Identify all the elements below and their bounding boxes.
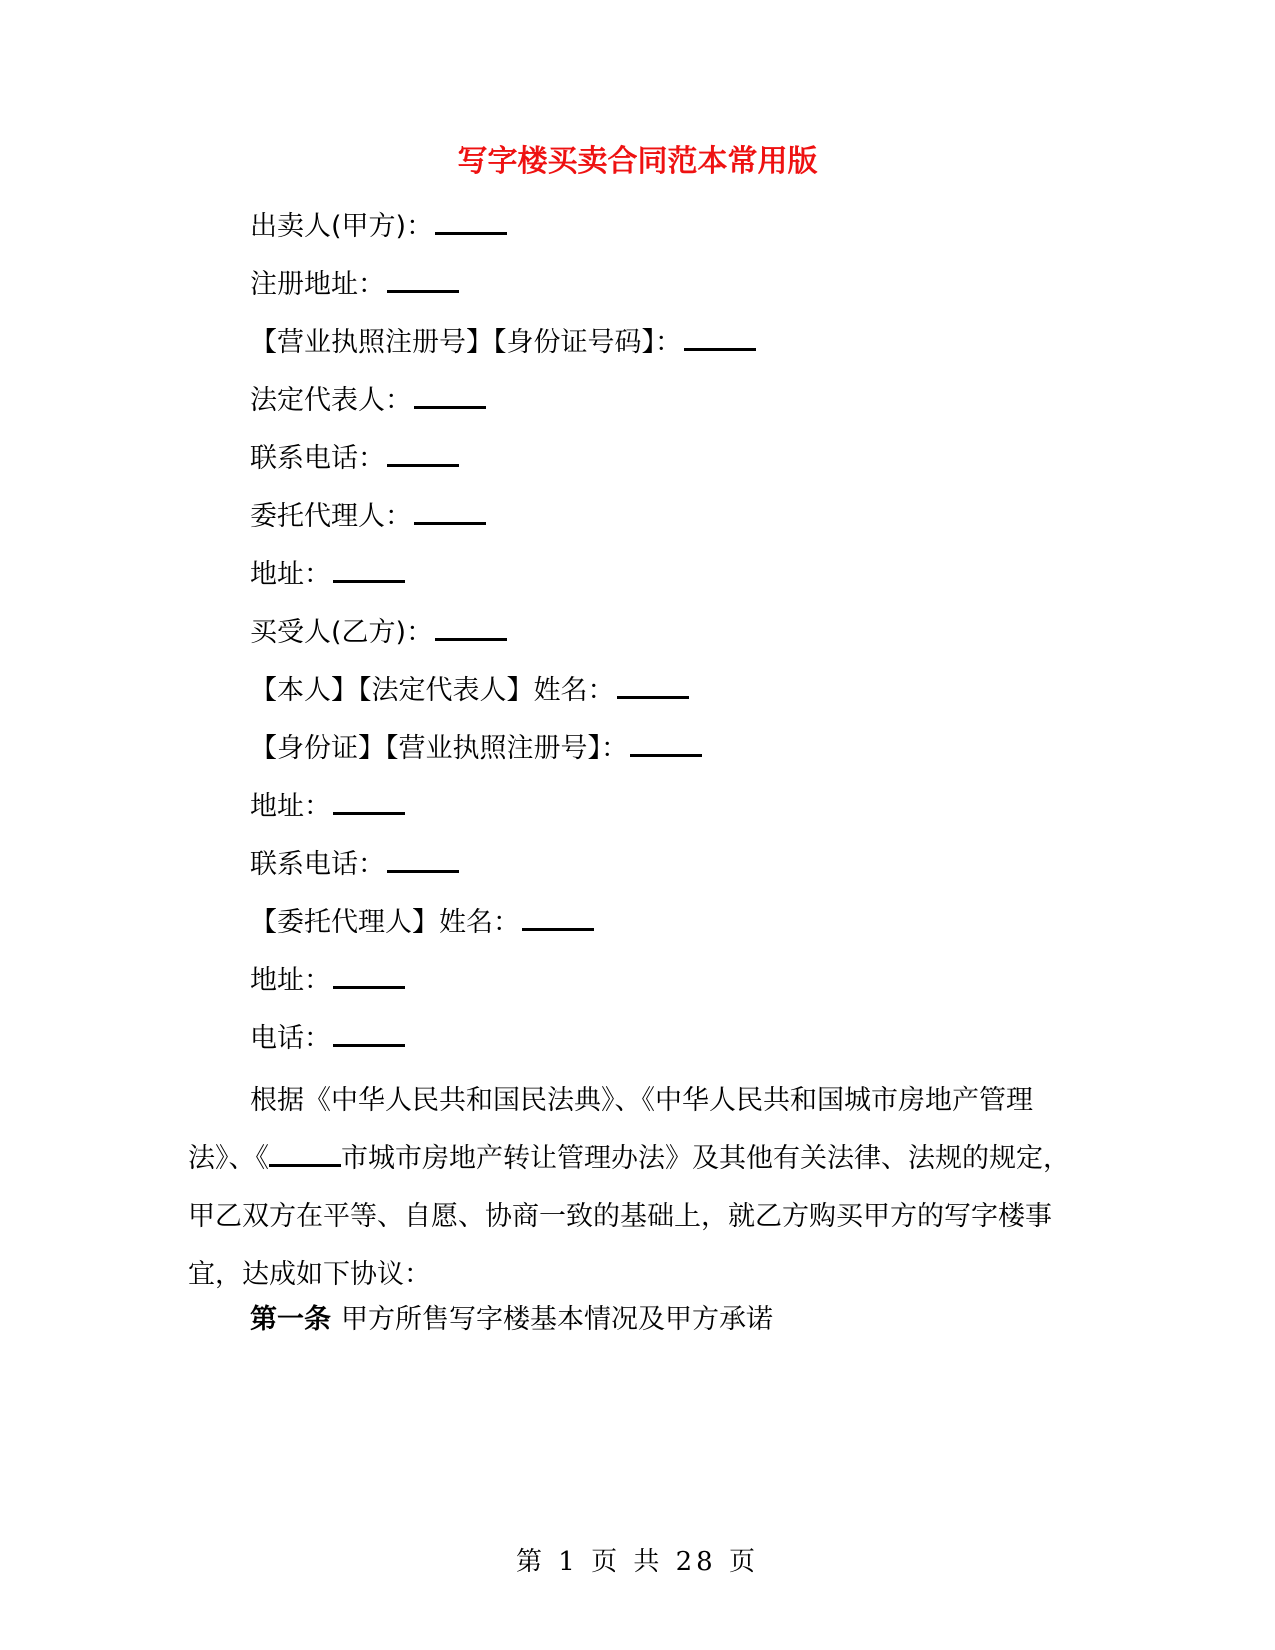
intro-text-2: 市城市房地产转让管理办法》及其他有关法律、法规的规定，甲乙双方在平等、自愿、协商一致的基础上，就乙方购买甲方的写字楼事宜，达成如下协议： xyxy=(188,1143,1070,1290)
field-buyer-id xyxy=(250,724,756,782)
field-label: 联系电话： xyxy=(250,443,385,474)
field-legal-rep xyxy=(250,376,756,434)
field-seller xyxy=(250,202,756,260)
field-label: 出卖人(甲方)： xyxy=(250,211,434,242)
field-label: 【营业执照注册号】【身份证号码】： xyxy=(250,327,682,358)
field-label: 【本人】【法定代表人】姓名： xyxy=(250,675,615,706)
field-license-id xyxy=(250,318,756,376)
blank-line xyxy=(387,260,459,293)
field-label: 地址： xyxy=(250,791,331,822)
blank-line xyxy=(387,840,459,873)
blank-line xyxy=(617,666,689,699)
blank-line xyxy=(684,318,756,351)
field-label: 注册地址： xyxy=(250,269,385,300)
field-address xyxy=(250,550,756,608)
blank-line xyxy=(414,376,486,409)
field-label: 法定代表人： xyxy=(250,385,412,416)
blank-line xyxy=(435,202,507,235)
field-agent xyxy=(250,492,756,550)
field-buyer-phone xyxy=(250,840,756,898)
field-buyer-agent xyxy=(250,898,756,956)
blank-line xyxy=(630,724,702,757)
field-label: 【委托代理人】姓名： xyxy=(250,907,520,938)
field-agent-address xyxy=(250,956,756,1014)
field-buyer xyxy=(250,608,756,666)
article-1-heading xyxy=(250,1300,773,1340)
field-label: 委托代理人： xyxy=(250,501,412,532)
field-label: 电话： xyxy=(250,1023,331,1054)
field-phone xyxy=(250,434,756,492)
intro-paragraph xyxy=(188,1072,1088,1304)
page-footer: 第 1 页 共 28 页 xyxy=(516,1547,759,1577)
blank-line xyxy=(333,1014,405,1047)
field-label: 地址： xyxy=(250,559,331,590)
party-fields xyxy=(250,202,756,1072)
blank-line xyxy=(333,956,405,989)
blank-line xyxy=(414,492,486,525)
field-label: 联系电话： xyxy=(250,849,385,880)
blank-line xyxy=(269,1134,341,1167)
field-label: 买受人(乙方)： xyxy=(250,617,434,648)
field-label: 地址： xyxy=(250,965,331,996)
field-agent-phone xyxy=(250,1014,756,1072)
blank-line xyxy=(435,608,507,641)
blank-line xyxy=(387,434,459,467)
blank-line xyxy=(522,898,594,931)
document-title: 写字楼买卖合同范本常用版 xyxy=(457,144,818,179)
field-label: 【身份证】【营业执照注册号】： xyxy=(250,733,628,764)
blank-line xyxy=(333,550,405,583)
field-registered-address xyxy=(250,260,756,318)
blank-line xyxy=(333,782,405,815)
field-buyer-name xyxy=(250,666,756,724)
field-buyer-address xyxy=(250,782,756,840)
article-number: 第一条 xyxy=(250,1304,331,1335)
article-title: 甲方所售写字楼基本情况及甲方承诺 xyxy=(341,1304,773,1335)
intro-text-1: 根据《中华人民共和国民法典》、《中华人民共和国城市房地产管理法》、《 xyxy=(188,1085,1033,1174)
